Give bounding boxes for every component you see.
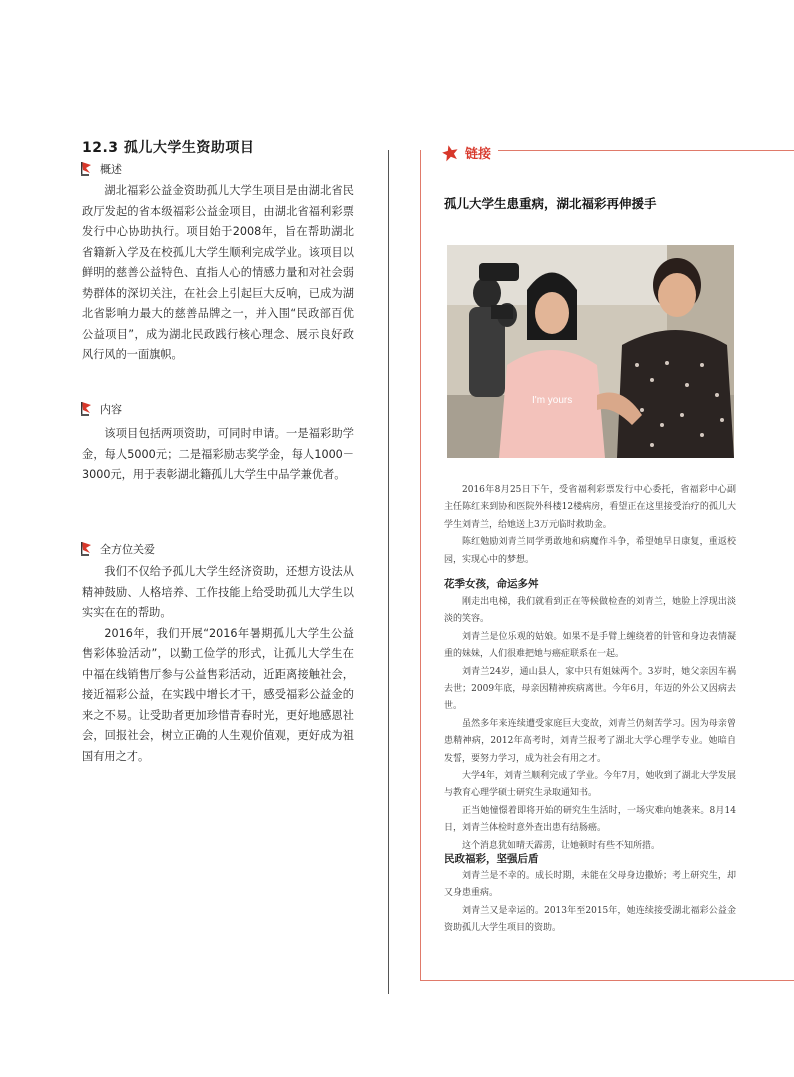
red-flag-icon: [80, 161, 94, 177]
content-label: 内容: [100, 403, 122, 416]
article-photo: [447, 245, 734, 458]
article-paragraph: 陈红勉励刘青兰同学勇敢地和病魔作斗争，希望她早日康复，重返校园，实现心中的梦想。: [444, 537, 736, 565]
article-paragraph: 大学4年，刘青兰顺利完成了学业。今年7月，她收到了湖北大学发展与教育心理学硕士研究生录取通知书。: [444, 771, 736, 799]
article-intro: [444, 482, 736, 569]
article-paragraph: 这个消息犹如晴天霹雳，让她顿时有些不知所措。: [462, 840, 661, 851]
subheading-care: [80, 541, 155, 557]
red-flag-icon: [80, 401, 94, 417]
article-paragraph: 刘青兰24岁，通山县人，家中只有姐妹两个。3岁时，她父亲因车祸去世；2009年底，母亲因精神疾病离世。今年6月，年迈的外公又因病去世。: [444, 666, 736, 712]
care-text: [82, 562, 354, 767]
photo-illustration: [447, 245, 734, 458]
care-paragraph: 2016年，我们开展“2016年暑期孤儿大学生公益售彩体验活动”，以勤工俭学的形式，让孤儿大学生在中福在线销售厅参与公益售彩活动，近距离接触社会，接近福彩公益，在实践中增长才干，感受福彩公益金的来之不易。让受助者更加珍惜青春时光，更好地感恩社会，回报社会，树立正确的人生观价值观，更好成为祖国有用之才。: [82, 626, 354, 763]
content-paragraph: 该项目包括两项资助，可同时申请。一是福彩助学金，每人5000元；二是福彩励志奖学金，每人1000－3000元，用于表彰湖北籍孤儿大学生中品学兼优者。: [82, 427, 354, 481]
care-paragraph: 我们不仅给予孤儿大学生经济资助，还想方设法从精神鼓励、人格培养、工作技能上给受助孤儿大学生以实实在在的帮助。: [82, 565, 354, 619]
article-paragraph: 虽然多年来连续遭受家庭巨大变故，刘青兰仍刻苦学习。因为母亲曾患精神病，2012年高考时，刘青兰报考了湖北大学心理学专业。她暗自发誓，要努力学习，成为社会有用之才。: [444, 718, 736, 764]
red-flag-icon: [80, 541, 94, 557]
section-title: 12.3 孤儿大学生资助项目: [82, 140, 255, 156]
overview-label: 概述: [100, 163, 122, 176]
article-paragraph: 正当她憧憬着即将开始的研究生生活时，一场灾难向她袭来。8月14日，刘青兰体检时意外查出患有结肠癌。: [444, 805, 736, 834]
overview-text: [82, 181, 354, 366]
article-title: 孤儿大学生患重病，湖北福彩再伸援手: [444, 196, 657, 211]
shirt-text: I'm yours: [532, 395, 573, 406]
subheading-content: [80, 401, 122, 417]
article-paragraph: 刘青兰又是幸运的。2013年至2015年，她连续接受湖北福彩公益金资助孤儿大学生项目的资助。: [444, 905, 736, 934]
overview-paragraph: 湖北福彩公益金资助孤儿大学生项目是由湖北省民政厅发起的省本级福彩公益金项目，由湖北省福利彩票发行中心协助执行。项目始于2008年，旨在帮助湖北省籍新入学及在校孤儿大学生顺利完成学业。该项目以鲜明的慈善公益特色、直指人心的情感力量和对社会弱势群体的深切关注，在社会上引起巨大反响，已成为湖北省影响力最大的慈善品牌之一，并入围“民政部百优公益项目”，成为湖北民政践行核心理念、展示良好政风行风的一面旗帜。: [82, 184, 354, 361]
sidebar-tag-label: 链接: [465, 147, 492, 162]
red-star-icon: [442, 144, 460, 162]
article-section-2: [444, 868, 736, 938]
sidebar-top-line: [498, 150, 794, 151]
care-label: 全方位关爱: [100, 543, 155, 556]
article-paragraph: 刘青兰是不幸的。成长时期，未能在父母身边撒娇；考上研究生，却又身患重病。: [444, 871, 736, 899]
sidebar-tag: [442, 143, 497, 162]
article-paragraph: 刚走出电梯，我们就看到正在等候做检查的刘青兰，她脸上浮现出淡淡的笑容。: [444, 597, 736, 625]
article-section-1: [444, 594, 736, 855]
content-text: [82, 424, 354, 486]
article-paragraph: 刘青兰是位乐观的姑娘。如果不是手臂上缠绕着的针管和身边表情凝重的妹妹，人们很难把她与癌症联系在一起。: [444, 631, 736, 660]
section-heading-2: 民政福彩，坚强后盾: [444, 853, 539, 865]
column-divider: [388, 150, 389, 994]
article-paragraph: 2016年8月25日下午，受省福利彩票发行中心委托，省福彩中心副主任陈红来到协和医院外科楼12楼病房，看望正在这里接受治疗的孤儿大学生刘青兰，给她送上3万元临时救助金。: [444, 485, 736, 530]
subheading-overview: [80, 161, 122, 177]
section-heading-1: 花季女孩，命运多舛: [444, 578, 539, 590]
